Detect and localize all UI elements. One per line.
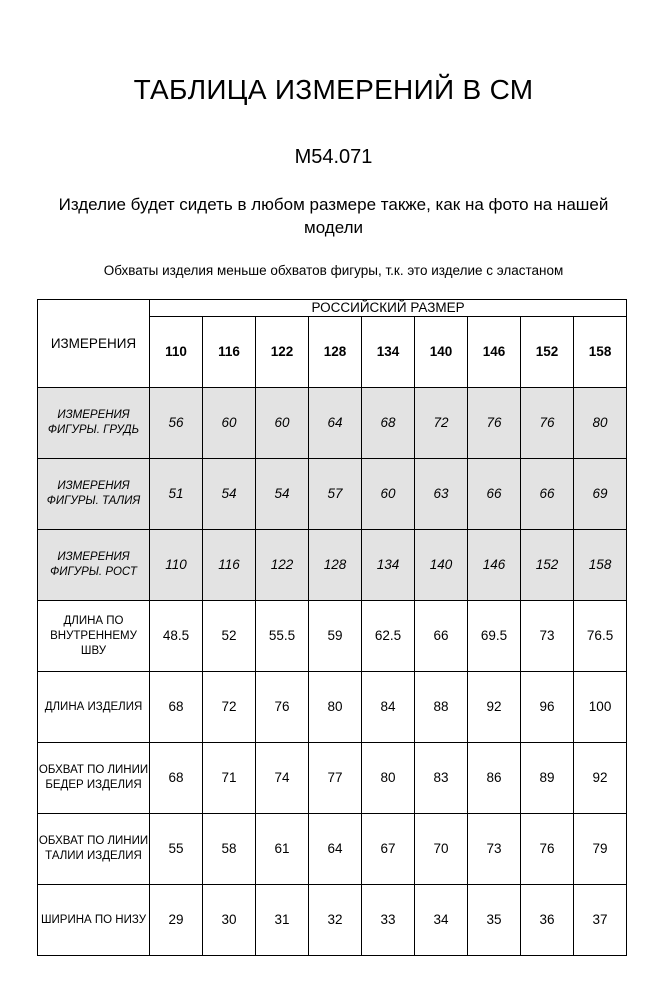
table-cell: 67 bbox=[362, 814, 415, 885]
table-cell: 72 bbox=[203, 672, 256, 743]
measurements-header: ИЗМЕРЕНИЯ bbox=[38, 300, 150, 388]
table-cell: 86 bbox=[468, 743, 521, 814]
size-header-cell: 146 bbox=[468, 317, 521, 388]
table-cell: 68 bbox=[362, 388, 415, 459]
elastane-note: Обхваты изделия меньше обхватов фигуры, т.к. это изделие с эластаном bbox=[103, 263, 564, 278]
size-table bbox=[37, 299, 627, 956]
row-label: ДЛИНА ИЗДЕЛИЯ bbox=[38, 672, 150, 743]
table-cell: 36 bbox=[521, 885, 574, 956]
table-cell: 60 bbox=[362, 459, 415, 530]
model-code: М54.071 bbox=[294, 146, 373, 168]
table-cell: 58 bbox=[203, 814, 256, 885]
table-cell: 110 bbox=[150, 530, 203, 601]
table-cell: 73 bbox=[468, 814, 521, 885]
table-cell: 55.5 bbox=[256, 601, 309, 672]
table-cell: 158 bbox=[574, 530, 627, 601]
table-cell: 76 bbox=[256, 672, 309, 743]
row-label: ДЛИНА ПО ВНУТРЕННЕМУ ШВУ bbox=[38, 601, 150, 672]
table-cell: 54 bbox=[203, 459, 256, 530]
table-cell: 68 bbox=[150, 743, 203, 814]
table-cell: 30 bbox=[203, 885, 256, 956]
size-header-cell: 122 bbox=[256, 317, 309, 388]
row-label: ИЗМЕРЕНИЯ ФИГУРЫ. РОСТ bbox=[38, 530, 150, 601]
table-cell: 70 bbox=[415, 814, 468, 885]
table-cell: 54 bbox=[256, 459, 309, 530]
table-cell: 152 bbox=[521, 530, 574, 601]
size-header-cell: 152 bbox=[521, 317, 574, 388]
table-cell: 100 bbox=[574, 672, 627, 743]
row-label: ИЗМЕРЕНИЯ ФИГУРЫ. ТАЛИЯ bbox=[38, 459, 150, 530]
table-cell: 80 bbox=[309, 672, 362, 743]
table-cell: 62.5 bbox=[362, 601, 415, 672]
table-cell: 34 bbox=[415, 885, 468, 956]
table-cell: 37 bbox=[574, 885, 627, 956]
table-cell: 56 bbox=[150, 388, 203, 459]
table-cell: 61 bbox=[256, 814, 309, 885]
row-label: ОБХВАТ ПО ЛИНИИ БЕДЕР ИЗДЕЛИЯ bbox=[38, 743, 150, 814]
table-cell: 63 bbox=[415, 459, 468, 530]
table-row bbox=[38, 530, 627, 601]
table-cell: 146 bbox=[468, 530, 521, 601]
table-cell: 66 bbox=[521, 459, 574, 530]
table-cell: 57 bbox=[309, 459, 362, 530]
table-row bbox=[38, 885, 627, 956]
table-cell: 79 bbox=[574, 814, 627, 885]
table-cell: 60 bbox=[203, 388, 256, 459]
table-cell: 68 bbox=[150, 672, 203, 743]
table-cell: 76 bbox=[521, 388, 574, 459]
table-cell: 116 bbox=[203, 530, 256, 601]
table-cell: 71 bbox=[203, 743, 256, 814]
size-header-cell: 110 bbox=[150, 317, 203, 388]
table-cell: 134 bbox=[362, 530, 415, 601]
table-cell: 76 bbox=[521, 814, 574, 885]
table-cell: 140 bbox=[415, 530, 468, 601]
table-row bbox=[38, 601, 627, 672]
table-cell: 77 bbox=[309, 743, 362, 814]
table-row bbox=[38, 672, 627, 743]
table-row bbox=[38, 743, 627, 814]
table-cell: 59 bbox=[309, 601, 362, 672]
row-label: ОБХВАТ ПО ЛИНИИ ТАЛИИ ИЗДЕЛИЯ bbox=[38, 814, 150, 885]
table-cell: 72 bbox=[415, 388, 468, 459]
size-header-cell: 134 bbox=[362, 317, 415, 388]
table-cell: 35 bbox=[468, 885, 521, 956]
table-cell: 122 bbox=[256, 530, 309, 601]
russian-size-header: РОССИЙСКИЙ РАЗМЕР bbox=[150, 300, 627, 317]
table-cell: 66 bbox=[415, 601, 468, 672]
size-header-cell: 158 bbox=[574, 317, 627, 388]
table-cell: 76 bbox=[468, 388, 521, 459]
table-cell: 64 bbox=[309, 814, 362, 885]
table-cell: 32 bbox=[309, 885, 362, 956]
table-cell: 66 bbox=[468, 459, 521, 530]
table-cell: 64 bbox=[309, 388, 362, 459]
table-cell: 55 bbox=[150, 814, 203, 885]
table-cell: 33 bbox=[362, 885, 415, 956]
row-label: ИЗМЕРЕНИЯ ФИГУРЫ. ГРУДЬ bbox=[38, 388, 150, 459]
size-header-cell: 116 bbox=[203, 317, 256, 388]
table-cell: 83 bbox=[415, 743, 468, 814]
table-cell: 76.5 bbox=[574, 601, 627, 672]
table-cell: 69 bbox=[574, 459, 627, 530]
table-cell: 60 bbox=[256, 388, 309, 459]
table-cell: 74 bbox=[256, 743, 309, 814]
table-cell: 128 bbox=[309, 530, 362, 601]
table-cell: 29 bbox=[150, 885, 203, 956]
page-title: ТАБЛИЦА ИЗМЕРЕНИЙ В СМ bbox=[133, 74, 534, 105]
table-cell: 84 bbox=[362, 672, 415, 743]
table-cell: 69.5 bbox=[468, 601, 521, 672]
row-label: ШИРИНА ПО НИЗУ bbox=[38, 885, 150, 956]
table-cell: 92 bbox=[468, 672, 521, 743]
table-cell: 80 bbox=[574, 388, 627, 459]
table-cell: 88 bbox=[415, 672, 468, 743]
table-row bbox=[38, 814, 627, 885]
table-cell: 96 bbox=[521, 672, 574, 743]
table-cell: 73 bbox=[521, 601, 574, 672]
size-header-cell: 140 bbox=[415, 317, 468, 388]
table-cell: 51 bbox=[150, 459, 203, 530]
table-cell: 48.5 bbox=[150, 601, 203, 672]
fit-note: Изделие будет сидеть в любом размере также, как на фото на нашей модели bbox=[58, 195, 609, 237]
table-cell: 31 bbox=[256, 885, 309, 956]
table-row bbox=[38, 459, 627, 530]
size-header-cell: 128 bbox=[309, 317, 362, 388]
table-cell: 52 bbox=[203, 601, 256, 672]
table-row bbox=[38, 388, 627, 459]
table-cell: 92 bbox=[574, 743, 627, 814]
table-cell: 80 bbox=[362, 743, 415, 814]
table-cell: 89 bbox=[521, 743, 574, 814]
